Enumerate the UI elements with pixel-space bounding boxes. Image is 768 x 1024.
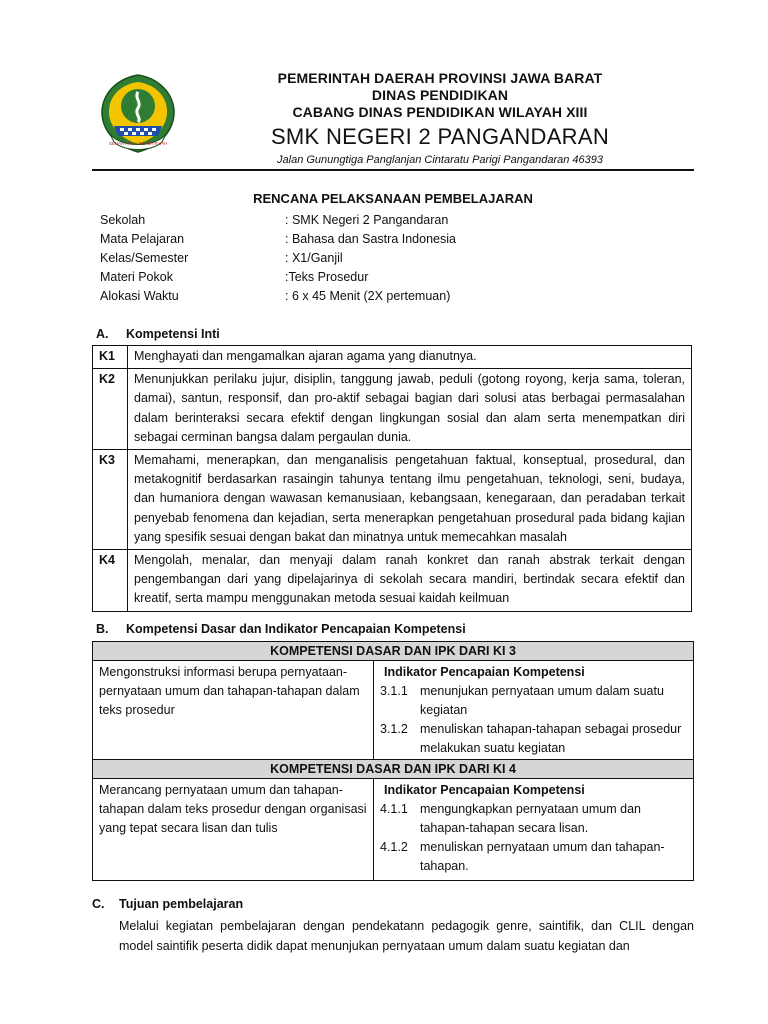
section-title: Tujuan pembelajaran [119, 897, 244, 911]
ipk-number: 3.1.2 [380, 722, 408, 736]
ipk-item [380, 720, 687, 758]
ipk-item [380, 838, 687, 876]
section-letter: B. [96, 622, 109, 636]
section-b-heading [96, 622, 466, 636]
header-line1: PEMERINTAH DAERAH PROVINSI JAWA BARAT [277, 70, 603, 86]
kd-text: Merancang pernyataan umum dan tahapan-tahapan dalam teks prosedur dengan organisasi yang tepat secara lisan dan tulis [93, 779, 374, 881]
identity-value: : X1/Ganjil [285, 251, 343, 265]
ki-code: K3 [93, 450, 128, 550]
identity-value: : SMK Negeri 2 Pangandaran [285, 213, 449, 227]
ipk-number: 3.1.1 [380, 684, 408, 698]
identity-key: Alokasi Waktu [100, 289, 179, 303]
ki-code: K4 [93, 550, 128, 612]
table-row [93, 369, 692, 450]
identity-value: : Bahasa dan Sastra Indonesia [285, 232, 456, 246]
section-letter: C. [92, 897, 105, 911]
ipk-text: menuliskan pernyataan umum dan tahapan-tahapan. [420, 840, 665, 873]
table-row [93, 346, 692, 369]
header-line2: DINAS PENDIDIKAN [371, 87, 509, 103]
ipk-number: 4.1.1 [380, 802, 408, 816]
kd-header: KOMPETENSI DASAR DAN IPK DARI KI 4 [93, 760, 694, 779]
section-a-heading [96, 327, 220, 341]
identity-key: Kelas/Semester [100, 251, 189, 265]
ipk-cell [374, 779, 694, 881]
kompetensi-inti-table [92, 345, 692, 612]
ipk-item [380, 800, 687, 838]
ki-text: Mengolah, menalar, dan menyaji dalam ranah konkret dan ranah abstrak terkait dengan pengembangan dari yang dipelajarinya di sekolah secara mandiri, bertindak secara efektif dan kreatif, serta mampu menggunakan metoda sesuai kaidah keilmuan [128, 550, 692, 612]
ki-text: Menunjukkan perilaku jujur, disiplin, tanggung jawab, peduli (gotong royong, kerja sama, toleran, damai), santun, responsif, dan pro-aktif sebagai bagian dari solusi atas berbagai permasalahan dalam berinteraksi secara efektif dengan lingkungan sosial dan alam serta menempatkan diri sebagai cerminan bangsa dalam pergaulan dunia. [128, 369, 692, 450]
kd-ki3-table [92, 641, 694, 763]
tujuan-paragraph: Melalui kegiatan pembelajaran dengan pendekatann pedagogik genre, saintifik, dan CLIL dengan model saintifik peserta didik dapat menunjukan pernyataan umum dalam suatu kegiatan dan [119, 919, 694, 953]
ipk-number: 4.1.2 [380, 840, 408, 854]
logo-motto-text: GEMAH RIPAH REPEH RAPIH [108, 141, 168, 146]
ipk-title: Indikator Pencapaian Kompetensi [384, 665, 585, 679]
kd-header: KOMPETENSI DASAR DAN IPK DARI KI 3 [93, 642, 694, 661]
table-header-row [93, 642, 694, 661]
document-title: RENCANA PELAKSANAAN PEMBELAJARAN [253, 191, 533, 206]
identity-key: Sekolah [100, 213, 146, 227]
ipk-item [380, 682, 687, 720]
letterhead-divider [92, 169, 694, 171]
letterhead [240, 70, 640, 168]
ipk-text: mengungkapkan pernyataan umum dan tahapan-tahapan secara lisan. [420, 802, 641, 835]
school-name: SMK NEGERI 2 PANGANDARAN [270, 124, 610, 149]
table-row [93, 661, 694, 763]
kd-text: Mengonstruksi informasi berupa pernyataan-pernyataan umum dan tahapan-tahapan dalam teks prosedur [93, 661, 374, 763]
ki-text: Menghayati dan mengamalkan ajaran agama yang dianutnya. [128, 346, 692, 369]
table-row [93, 450, 692, 550]
identity-key: Mata Pelajaran [100, 232, 185, 246]
ki-code: K2 [93, 369, 128, 450]
ki-code: K1 [93, 346, 128, 369]
ipk-cell [374, 661, 694, 763]
ipk-text: menuliskan tahapan-tahapan sebagai prosedur melakukan suatu kegiatan [420, 722, 682, 755]
identity-value: :Teks Prosedur [285, 270, 369, 284]
ipk-text: menunjukan pernyataan umum dalam suatu kegiatan [420, 684, 664, 717]
table-row [93, 779, 694, 881]
ki-text: Memahami, menerapkan, dan menganalisis pengetahuan faktual, konseptual, prosedural, dan metakognitif berdasarkan rasaingin tahunya tentang ilmu pengetahuan, teknologi, seni, budaya, dan humaniora dengan wawasan kemanusiaan, kebangsaan, kenegaraan, dan peradaban terkait penyebab fenomena dan kejadian, serta menerapkan pengetahuan prosedural pada bidang kajian yang spesifik sesuai dengan bakat dan minatnya untuk memecahkan masalah [128, 450, 692, 550]
school-address: Jalan Gunungtiga Panglanjan Cintaratu Parigi Pangandaran 46393 [277, 154, 603, 166]
identity-value: : 6 x 45 Menit (2X pertemuan) [285, 289, 451, 303]
table-header-row [93, 760, 694, 779]
ipk-title: Indikator Pencapaian Kompetensi [384, 783, 585, 797]
section-c-heading [92, 897, 243, 911]
section-title: Kompetensi Inti [126, 327, 220, 341]
section-letter: A. [96, 327, 109, 341]
header-line3: CABANG DINAS PENDIDIKAN WILAYAH XIII [292, 104, 588, 120]
table-row [93, 550, 692, 612]
west-java-emblem-logo [96, 72, 180, 156]
section-title: Kompetensi Dasar dan Indikator Pencapaian Kompetensi [126, 622, 466, 636]
identity-key: Materi Pokok [100, 270, 173, 284]
kd-ki4-table [92, 759, 694, 881]
